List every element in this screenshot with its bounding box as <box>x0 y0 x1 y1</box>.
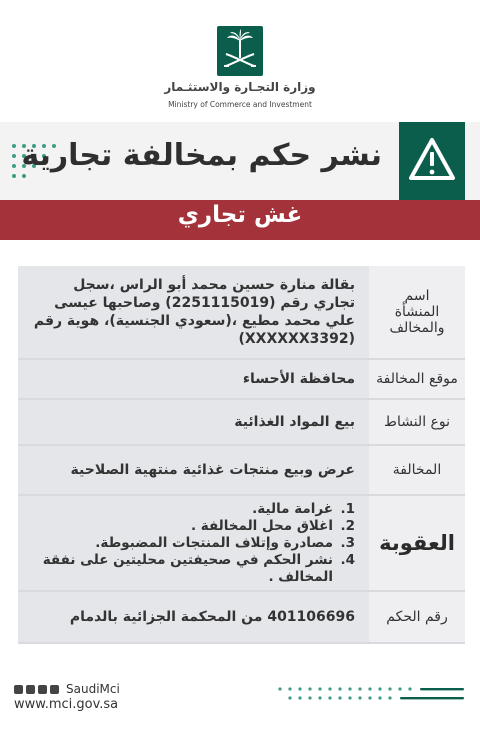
list-item: 2. اغلاق محل المخالفة . <box>190 517 355 534</box>
row-value-activity: بيع المواد الغذائية <box>18 400 369 446</box>
warning-triangle-icon <box>408 136 456 184</box>
table-row <box>18 360 465 400</box>
row-label-verdict-number: رقم الحكم <box>369 592 465 644</box>
table-row <box>18 446 465 496</box>
row-value-violation: عرض وبيع منتجات غذائية منتهية الصلاحية <box>18 446 369 496</box>
row-label-establishment: اسم المنشأة والمخالف <box>369 266 465 360</box>
twitter-icon[interactable] <box>14 685 23 694</box>
table-row <box>18 400 465 446</box>
row-label-activity: نوع النشاط <box>369 400 465 446</box>
row-value-penalty <box>18 496 369 592</box>
list-item: 1. غرامة مالية. <box>252 500 355 517</box>
violation-type-heading: غش تجاري <box>177 202 303 228</box>
instagram-icon[interactable] <box>38 685 47 694</box>
decorative-dash-dots <box>270 684 466 702</box>
penalty-list <box>30 501 355 586</box>
list-item: 4. نشر الحكم في صحيفتين محليتين على نفقة المخالف . <box>42 551 355 585</box>
list-item: 3. مصادرة وإتلاف المنتجات المضبوطة. <box>95 534 355 551</box>
youtube-icon[interactable] <box>50 685 59 694</box>
page-title: نشر حكم بمخالفة تجارية <box>21 138 382 173</box>
table-row <box>18 592 465 644</box>
facebook-icon[interactable] <box>26 685 35 694</box>
header <box>0 0 480 122</box>
table-row <box>18 496 465 592</box>
row-value-verdict-number: 401106696 من المحكمة الجزائية بالدمام <box>18 592 369 644</box>
row-label-violation: المخالفة <box>369 446 465 496</box>
ministry-name-english: Ministry of Commerce and Investment <box>168 100 312 109</box>
palm-swords-emblem-icon <box>217 26 263 76</box>
row-value-establishment: بقالة منارة حسين محمد أبو الراس ،سجل تجاري رقم (2251115019) وصاحبها عيسى علي محمد مطيع ،(سعودي الجنسية)، هوية رقم (XXXXXX3392) <box>18 266 369 360</box>
row-label-location: موقع المخالفة <box>369 360 465 400</box>
website-link[interactable]: www.mci.gov.sa <box>14 697 119 712</box>
social-links <box>14 682 120 696</box>
social-handle[interactable]: SaudiMci <box>66 682 120 696</box>
table-row <box>18 266 465 360</box>
ministry-name-arabic: وزارة التجـارة والاستثـمار <box>164 80 316 94</box>
warning-panel <box>399 122 465 200</box>
row-label-penalty: العقوبة <box>369 496 465 592</box>
row-value-location: محافظة الأحساء <box>18 360 369 400</box>
